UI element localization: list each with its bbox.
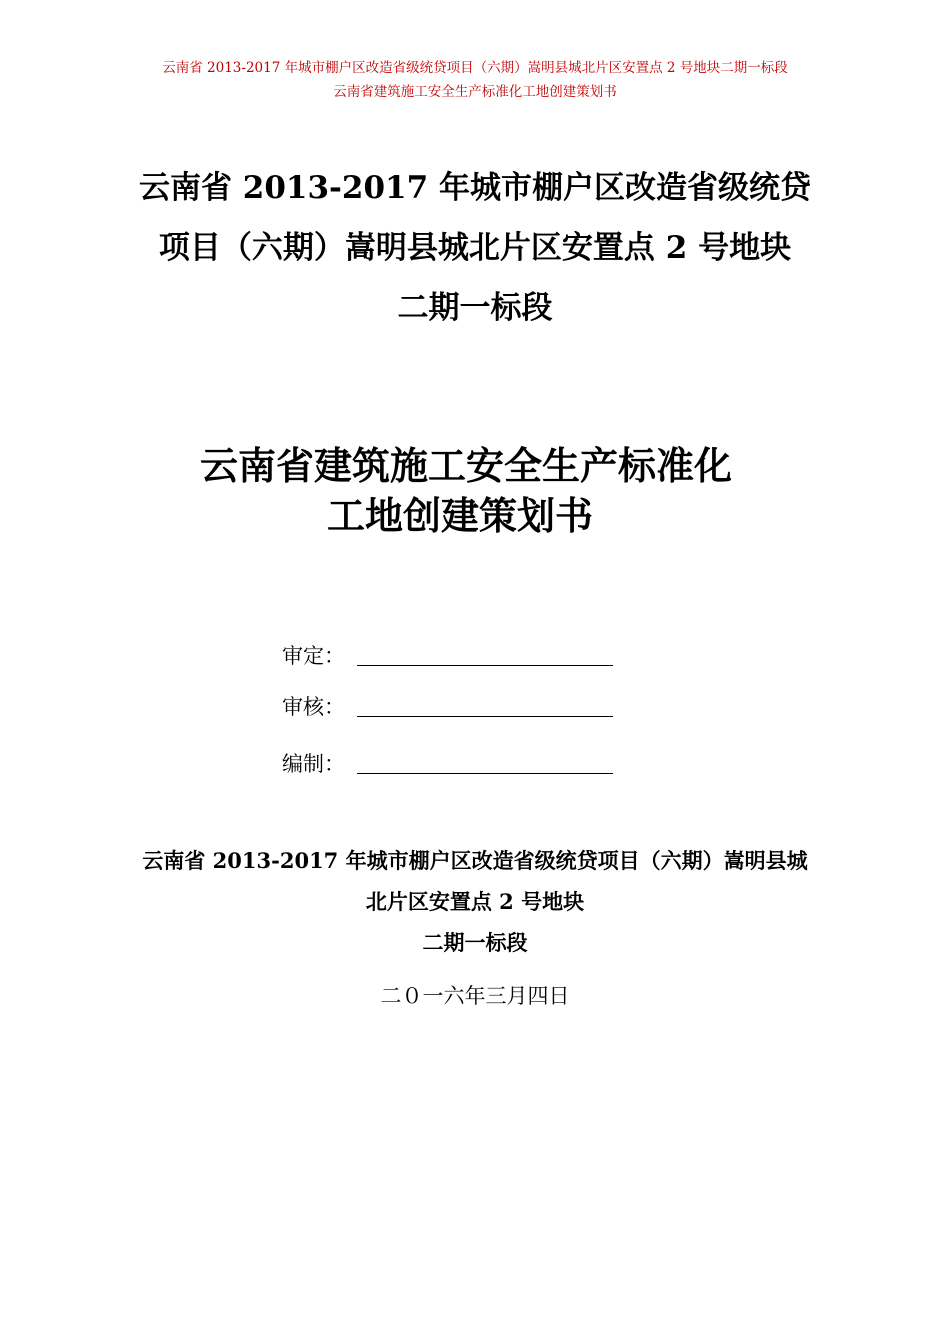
document-date: 二０一六年三月四日 bbox=[380, 984, 570, 1008]
header-doc-line: 云南省建筑施工安全生产标准化工地创建策划书 bbox=[333, 84, 617, 100]
footer-line-1: 云南省 2013-2017 年城市棚户区改造省级统贷项目（六期）嵩明县城 bbox=[142, 848, 808, 873]
document-title-line-2: 工地创建策划书 bbox=[327, 493, 594, 538]
approve-signature-line bbox=[357, 665, 613, 666]
approve-label: 审定： bbox=[282, 644, 345, 668]
footer-line-3: 二期一标段 bbox=[422, 930, 528, 955]
review-signature-line bbox=[357, 716, 613, 717]
project-title-line-2: 项目（六期）嵩明县城北片区安置点 2 号地块 bbox=[158, 230, 792, 266]
header-project-line: 云南省 2013-2017 年城市棚户区改造省级统贷项目（六期）嵩明县城北片区安置点 2 号地块二期一标段 bbox=[162, 60, 788, 76]
review-label: 审核： bbox=[282, 695, 345, 719]
document-title-line-1: 云南省建筑施工安全生产标准化 bbox=[200, 443, 733, 488]
page-header bbox=[0, 56, 950, 104]
footer-line-2: 北片区安置点 2 号地块 bbox=[365, 889, 585, 914]
compile-label: 编制： bbox=[282, 752, 345, 776]
project-title-line-3: 二期一标段 bbox=[397, 290, 553, 326]
project-title bbox=[0, 158, 950, 338]
project-title-line-1: 云南省 2013-2017 年城市棚户区改造省级统贷 bbox=[138, 170, 811, 206]
footer-project-name bbox=[0, 840, 950, 963]
compile-signature-line bbox=[357, 773, 613, 774]
